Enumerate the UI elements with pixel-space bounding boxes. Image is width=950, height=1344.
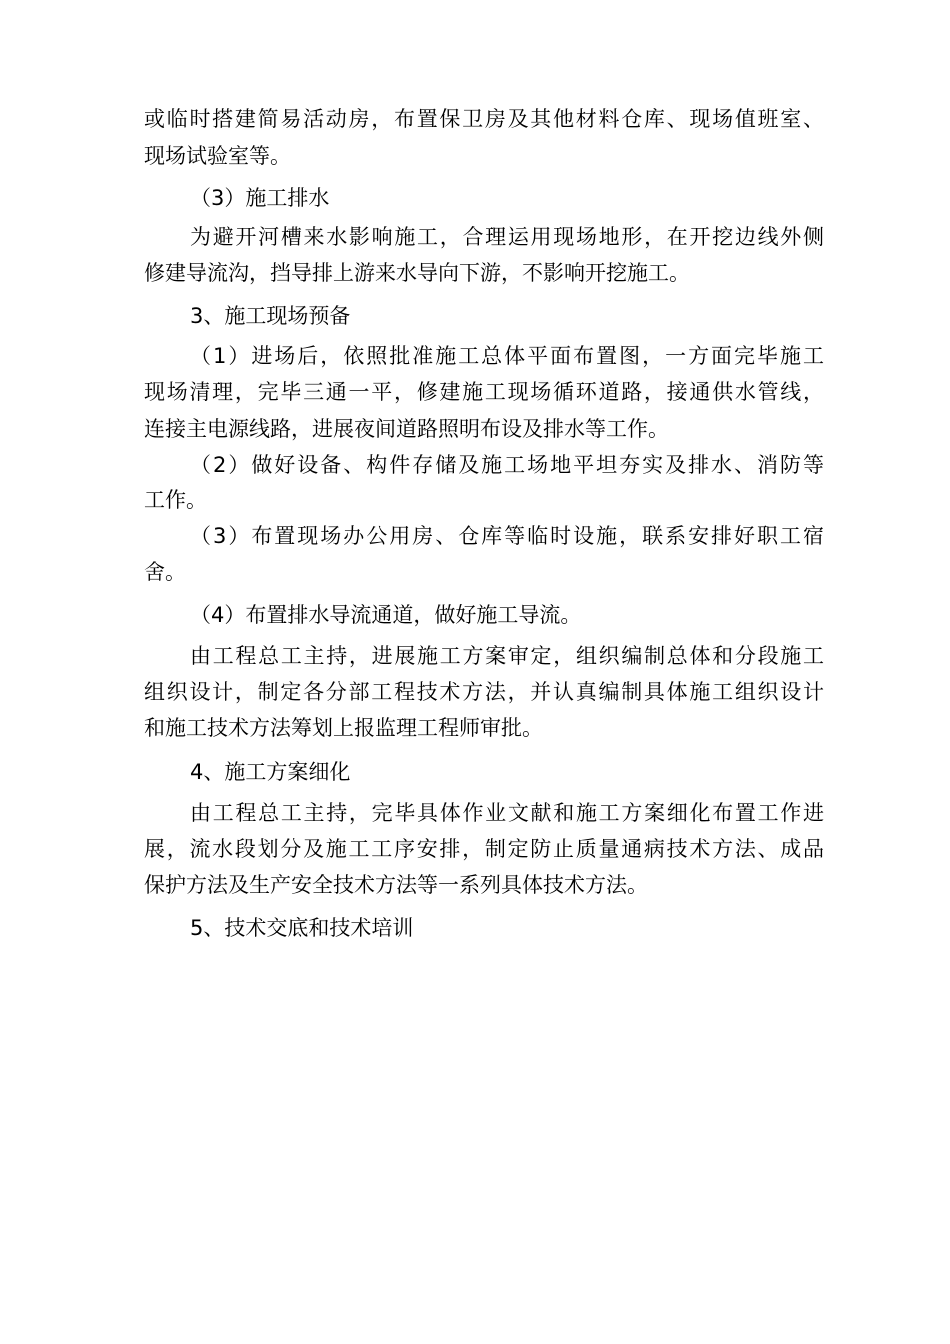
text-line: 由工程总工主持，完毕具体作业文献和施工方案细化布置工作进: [190, 801, 824, 825]
text-line: 由工程总工主持，进展施工方案审定，组织编制总体和分段施工: [190, 644, 824, 668]
text-line: 连接主电源线路，进展夜间道路照明布设及排水等工作。: [144, 417, 669, 441]
text-line: 展，流水段划分及施工工序安排，制定防止质量通病技术方法、成品: [144, 837, 824, 861]
text-line: 保护方法及生产安全技术方法等一系列具体技术方法。: [144, 873, 648, 897]
text-line: （1）进场后，依照批准施工总体平面布置图，一方面完毕施工: [190, 344, 824, 368]
text-line: 组织设计，制定各分部工程技术方法，并认真编制具体施工组织设计: [144, 680, 824, 704]
section-heading: 3、施工现场预备: [190, 304, 351, 328]
text-line: 修建导流沟，挡导排上游来水导向下游，不影响开挖施工。: [144, 261, 690, 285]
text-line: （2）做好设备、构件存储及施工场地平坦夯实及排水、消防等: [190, 453, 824, 477]
text-line: 或临时搭建简易活动房，布置保卫房及其他材料仓库、现场值班室、: [144, 107, 824, 131]
text-line: 舍。: [144, 560, 186, 584]
text-line: 工作。: [144, 488, 207, 512]
section-heading: 4、施工方案细化: [190, 760, 351, 784]
text-line: （3）布置现场办公用房、仓库等临时设施，联系安排好职工宿: [190, 524, 824, 548]
text-line: （4）布置排水导流通道，做好施工导流。: [190, 603, 582, 627]
section-heading: （3）施工排水: [190, 186, 330, 210]
text-line: 现场清理，完毕三通一平，修建施工现场循环道路，接通供水管线，: [144, 380, 824, 404]
text-line: 和施工技术方法筹划上报监理工程师审批。: [144, 716, 543, 740]
text-line: 现场试验室等。: [144, 144, 291, 168]
section-heading: 5、技术交底和技术培训: [190, 916, 414, 940]
text-line: 为避开河槽来水影响施工，合理运用现场地形，在开挖边线外侧: [190, 225, 824, 249]
